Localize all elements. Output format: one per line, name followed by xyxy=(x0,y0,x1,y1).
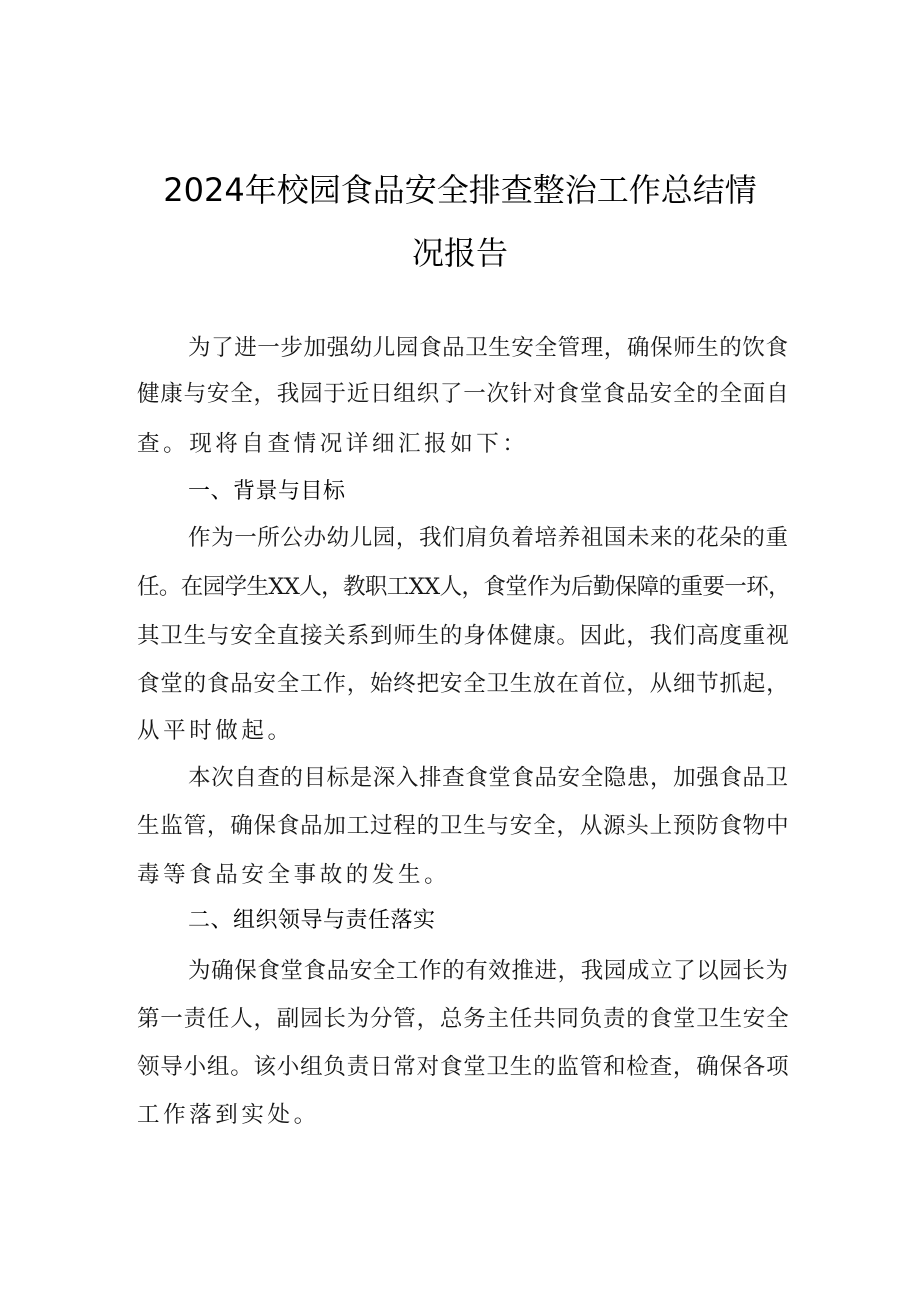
section-1-para-1-line-3: 其卫生与安全直接关系到师生的身体健康。因此，我们高度重视 xyxy=(137,623,790,649)
section-1-heading: 一、背景与目标 xyxy=(188,479,346,504)
section-1-para-2-line-2: 生监管，确保食品加工过程的卫生与安全，从源头上预防食物中 xyxy=(137,813,790,839)
section-1-para-1-line-4: 食堂的食品安全工作，始终把安全卫生放在首位，从细节抓起， xyxy=(137,671,790,697)
section-1-para-2-line-3: 毒等食品安全事故的发生。 xyxy=(137,862,451,888)
section-2-para-1-line-1: 为确保食堂食品安全工作的有效推进，我园成立了以园长为 xyxy=(188,958,789,984)
intro-line-2: 健康与安全，我园于近日组织了一次针对食堂食品安全的全面自 xyxy=(137,381,790,407)
document-title-line-1: 2024年校园食品安全排查整治工作总结情 xyxy=(163,171,757,209)
section-2-para-1-line-2: 第一责任人，副园长为分管，总务主任共同负责的食堂卫生安全 xyxy=(137,1006,790,1032)
intro-line-1: 为了进一步加强幼儿园食品卫生安全管理，确保师生的饮食 xyxy=(188,335,789,361)
section-2-heading: 二、组织领导与责任落实 xyxy=(188,908,436,933)
section-1-para-2-line-1: 本次自查的目标是深入排查食堂食品安全隐患，加强食品卫 xyxy=(188,765,789,791)
document-title-line-2: 况报告 xyxy=(411,234,508,272)
intro-line-3: 查。现将自查情况详细汇报如下： xyxy=(137,431,529,457)
section-2-para-1-line-4: 工作落到实处。 xyxy=(137,1102,320,1128)
section-1-para-1-line-5: 从平时做起。 xyxy=(137,718,294,744)
section-1-para-1-line-1: 作为一所公办幼儿园，我们肩负着培养祖国未来的花朵的重 xyxy=(188,525,789,551)
section-1-para-1-line-2: 任。在园学生XX人，教职工XX人，食堂作为后勤保障的重要一环， xyxy=(137,574,790,600)
section-2-para-1-line-3: 领导小组。该小组负责日常对食堂卫生的监管和检查，确保各项 xyxy=(137,1054,790,1080)
